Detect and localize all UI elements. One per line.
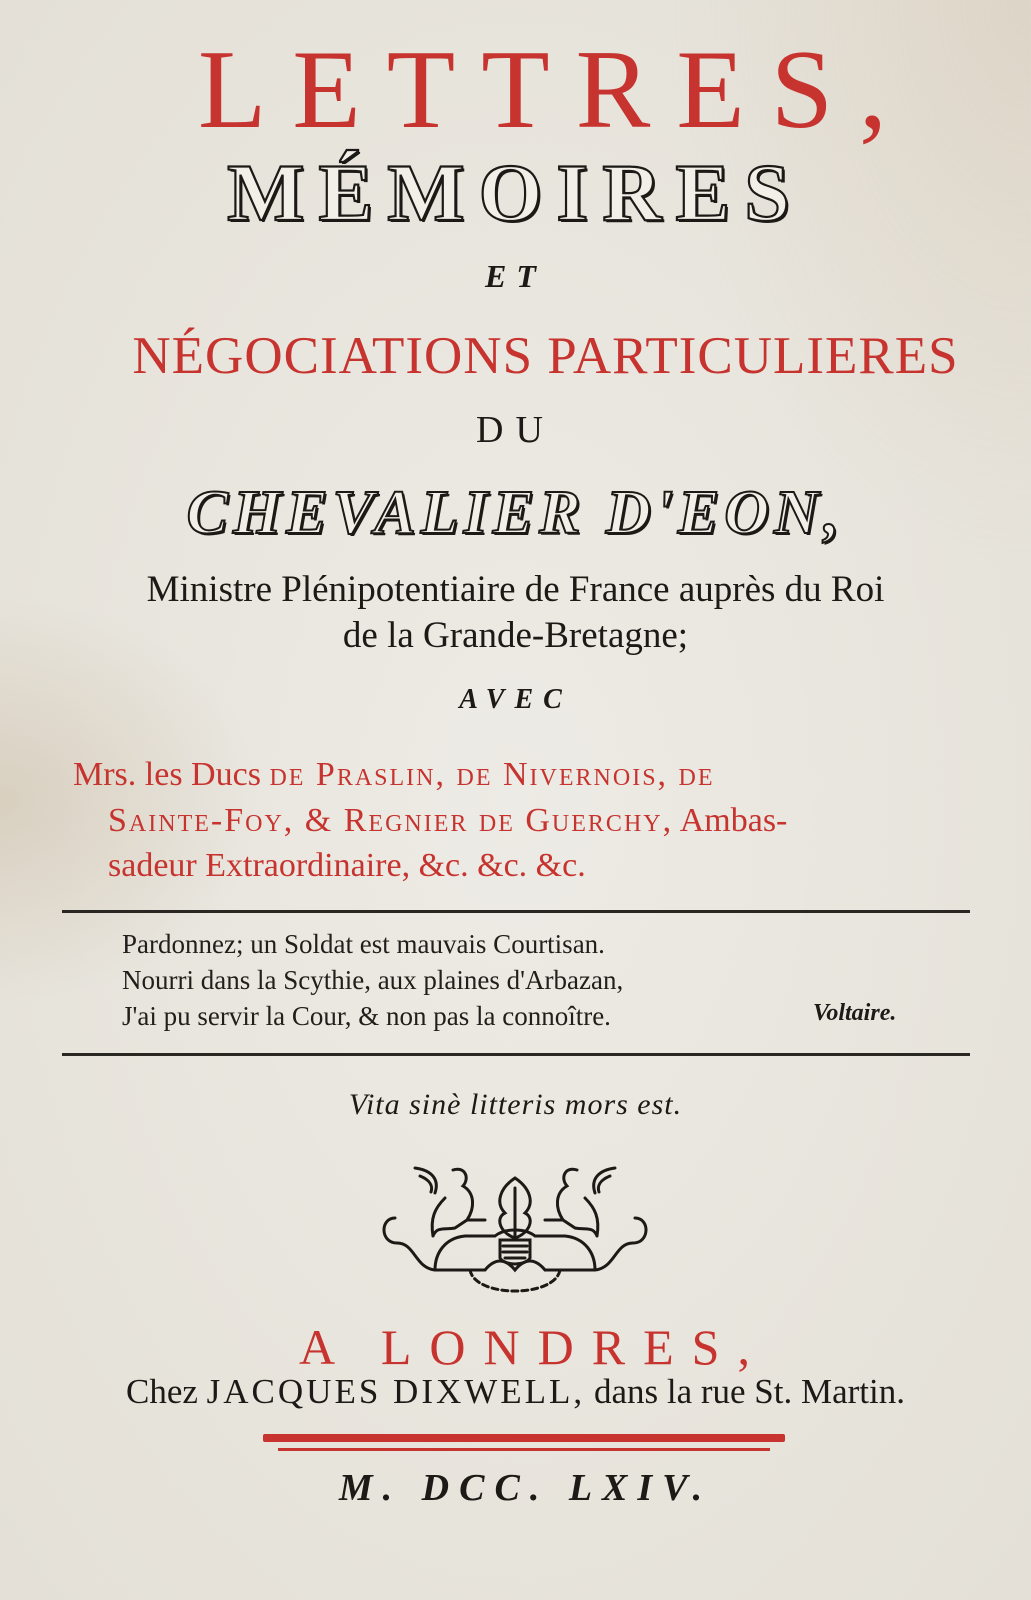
dedication-names: de Praslin, de Nivernois, de	[269, 756, 715, 793]
dedication-text: Mrs. les Ducs	[73, 756, 270, 793]
title-memoires: MÉMOIRES	[227, 147, 804, 238]
title-negociations: NÉGOCIATIONS PARTICULIERES	[132, 327, 959, 385]
imprint-date: M. DCC. LXIV.	[338, 1467, 713, 1509]
griffin-ornament-icon	[375, 1158, 655, 1298]
publisher-address: dans la rue St. Martin.	[585, 1372, 905, 1411]
publisher-name: JACQUES DIXWELL,	[206, 1372, 586, 1411]
title-du: DU	[476, 409, 555, 451]
dedication-line-1	[73, 752, 993, 797]
epigraph-attribution: Voltaire.	[813, 1000, 897, 1026]
dedication-line-3: sadeur Extraordinaire, &c. &c. &c.	[108, 847, 586, 884]
dedication-names: Sainte-Foy, & Regnier de Guerchy,	[108, 802, 674, 839]
epigraph-line: Nourri dans la Scythie, aux plaines d'Arbazan,	[122, 965, 624, 995]
subtitle-line-2: de la Grande-Bretagne;	[342, 615, 689, 656]
rule-divider	[62, 1053, 970, 1056]
red-double-rule	[263, 1434, 785, 1442]
epigraph-line: Pardonnez; un Soldat est mauvais Courtisan.	[122, 929, 605, 959]
title-et: ET	[485, 258, 546, 294]
imprint-publisher	[0, 1372, 1031, 1412]
avec-label: AVEC	[459, 684, 572, 715]
subtitle-line-1: Ministre Plénipotentiaire de France auprès du Roi	[146, 569, 885, 610]
title-chevalier: CHEVALIER D'EON,	[186, 479, 845, 547]
red-double-rule	[278, 1448, 770, 1451]
motto: Vita sinè litteris mors est.	[348, 1088, 683, 1121]
imprint-place: A LONDRES,	[299, 1319, 768, 1375]
epigraph-line: J'ai pu servir la Cour, & non pas la connoître.	[122, 1001, 611, 1031]
dedication-text: Ambas-	[673, 802, 788, 839]
rule-divider	[62, 910, 970, 913]
dedication-line-2	[108, 798, 1028, 843]
publisher-prefix: Chez	[125, 1372, 207, 1411]
title-lettres: LETTRES,	[197, 28, 914, 152]
